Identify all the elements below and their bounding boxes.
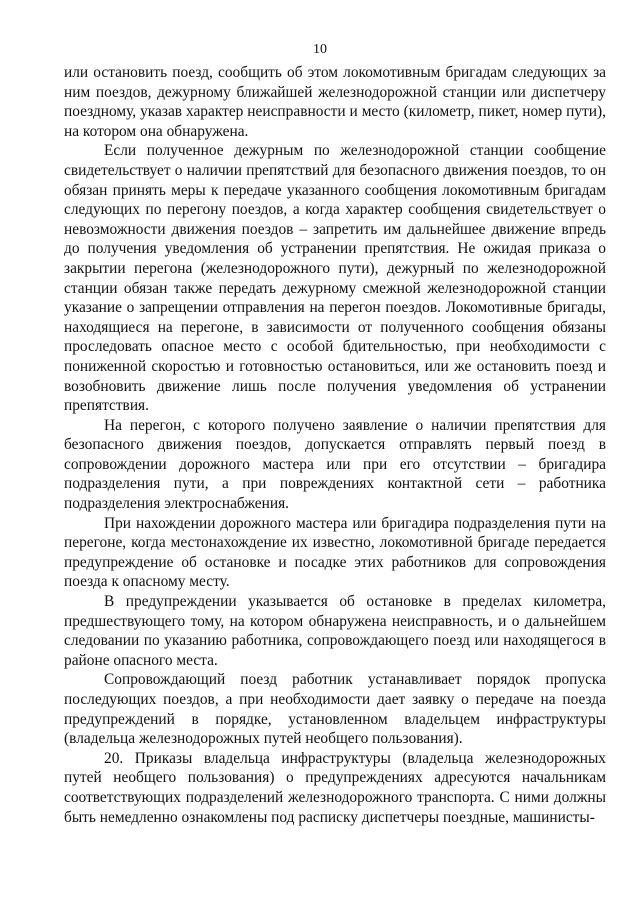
document-body	[64, 63, 606, 827]
paragraph-continuation: или остановить поезд, сообщить об этом локомотивным бригадам следующих за ним поездов, дежурному ближайшей железнодорожной станции или диспетчеру поездному, указав характер неисправности и место (километр, пикет, номер пути), на котором она обнаружена.	[64, 64, 606, 140]
paragraph-station-duty-message: Если полученное дежурным по железнодорожной станции сообщение свидетельствует о наличии препятствий для безопасного движения поездов, то он обязан принять меры к передаче указанного сообщения локомотивным бригадам следующих по перегону поездов, а когда характер сообщения свидетельствует о невозможности движения поездов – запретить им дальнейшее движение впредь до получения уведомления об устранении препятствия. Не ожидая приказа о закрытии перегона (железнодорожного пути), дежурный по железнодорожной станции обязан также передать дежурному смежной железнодорожной станции указание о запрещении отправления на перегон поездов. Локомотивные бригады, находящиеся на перегоне, в зависимости от полученного сообщения обязаны проследовать опасное место с особой бдительностью, при необходимости с пониженной скоростью и готовностью остановиться, или же остановить поезд и возобновить движение лишь после получения уведомления об устранении препятствия.	[64, 142, 606, 415]
paragraph-first-train-dispatch: На перегон, с которого получено заявление о наличии препятствия для безопасного движения поездов, допускается отправлять первый поезд в сопровождении дорожного мастера или при его отсутствии – бригадира подразделения пути, а при повреждениях контактной сети – работника подразделения электроснабжения.	[64, 416, 606, 513]
page-number: 10	[313, 42, 327, 57]
paragraph-escort-worker: Сопровождающий поезд работник устанавливает порядок пропуска последующих поездов, а при необходимости дает заявку о передаче на поезда предупреждений в порядке, установленном владельцем инфраструктуры (владельца железнодорожных путей необщего пользования).	[64, 671, 606, 748]
paragraph-warning-content: В предупреждении указывается об остановке в пределах километра, предшествующего тому, на котором обнаружена неисправность, и о дальнейшем следовании по указанию работника, сопровождающего поезд или находящегося в районе опасного места.	[64, 593, 606, 669]
paragraph-section-20: 20. Приказы владельца инфраструктуры (владельца железнодорожных путей необщего пользования) о предупреждениях адресуются начальникам соответствующих подразделений железнодорожного транспорта. С ними должны быть немедленно ознакомлены под расписку диспетчеры поездные, машинисты-	[64, 749, 606, 826]
paragraph-track-master-warning: При нахождении дорожного мастера или бригадира подразделения пути на перегоне, когда местонахождение их известно, локомотивной бригаде передается предупреждение об остановке и посадке этих работников для сопровождения поезда к опасному месту.	[64, 514, 606, 591]
